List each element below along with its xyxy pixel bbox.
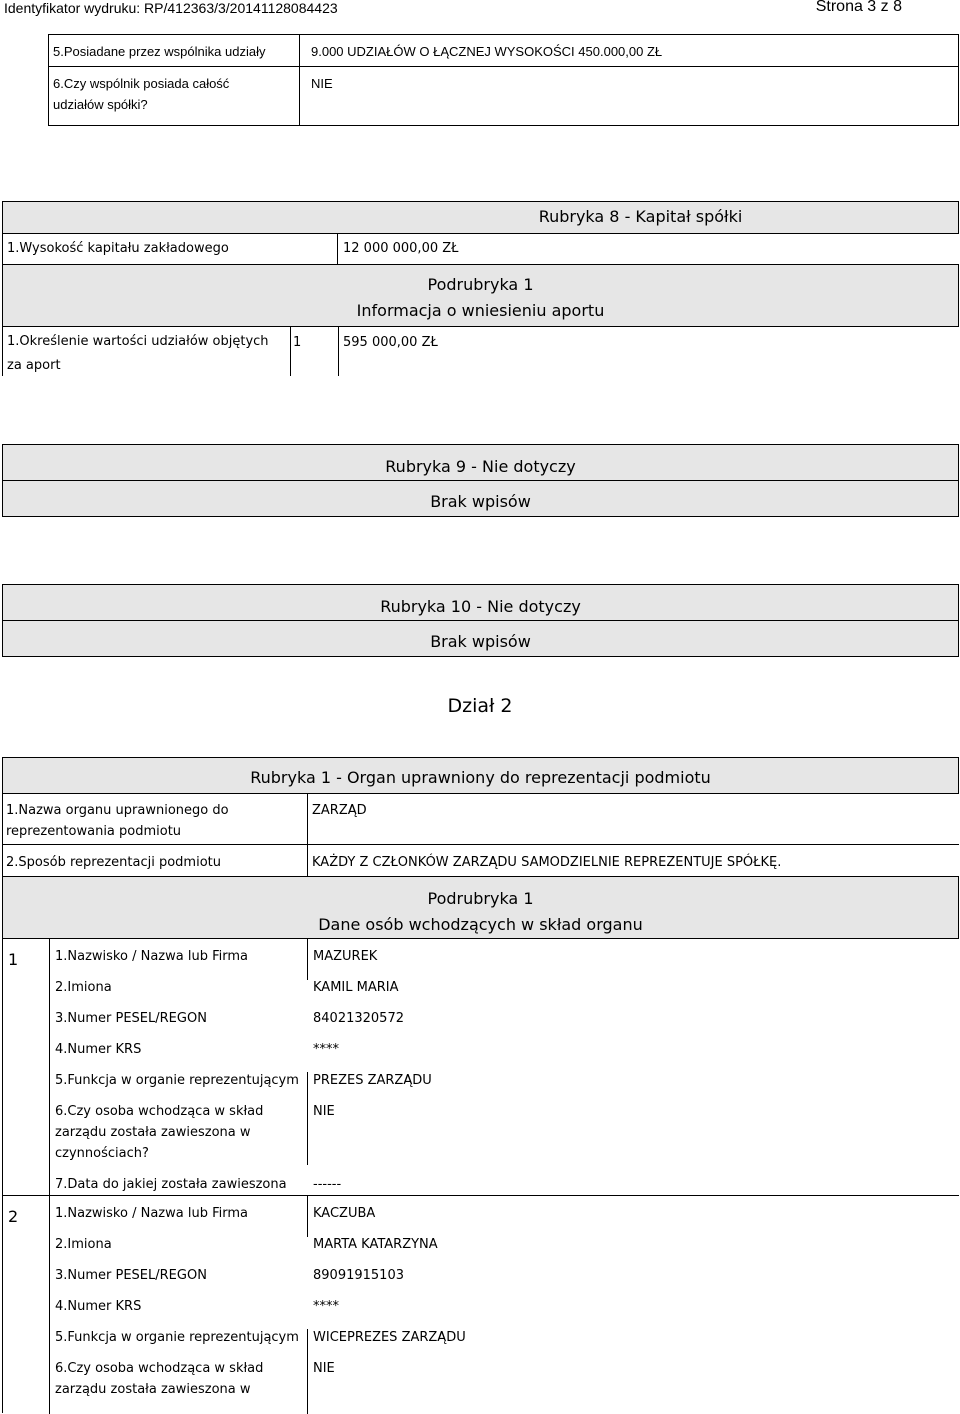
- person-field-label: 6.Czy osoba wchodząca w skład zarządu została zawieszona w: [55, 1361, 264, 1397]
- page-number: Strona 3 z 8: [815, 0, 902, 15]
- person-index: 1: [8, 950, 19, 969]
- person-field-label: 4.Numer KRS: [55, 1299, 142, 1314]
- person-field-label: 3.Numer PESEL/REGON: [55, 1011, 207, 1026]
- rubryka8-sub-title: Podrubryka 1: [427, 275, 534, 294]
- person-field-value: NIE: [313, 1104, 335, 1119]
- person-field-label: 6.Czy osoba wchodząca w skład zarządu została zawieszona w czynnościach?: [55, 1104, 264, 1161]
- row5-value: 9.000 UDZIAŁÓW O ŁĄCZNEJ WYSOKOŚCI 450.000,00 ZŁ: [311, 44, 663, 59]
- person-field-value: PREZES ZARZĄDU: [313, 1073, 432, 1088]
- person-index: 2: [8, 1207, 19, 1226]
- rubryka9-empty: Brak wpisów: [430, 492, 531, 511]
- rubryka1-box: [2, 757, 959, 1413]
- person-field-value: MAZUREK: [313, 949, 378, 964]
- person-field-value: NIE: [313, 1361, 335, 1376]
- aport-label: 1.Określenie wartości udziałów objętych za aport: [7, 334, 269, 373]
- rubryka8-box: [2, 201, 959, 376]
- organ-name-label: 1.Nazwa organu uprawnionego do reprezentowania podmiotu: [6, 803, 229, 839]
- person-field-label: 1.Nazwisko / Nazwa lub Firma: [55, 1206, 248, 1221]
- person-field-value: KACZUBA: [313, 1206, 376, 1221]
- row6-value: NIE: [311, 76, 333, 91]
- section-title: Dział 2: [447, 695, 513, 717]
- row6-label: 6.Czy wspólnik posiada całość udziałów spółki?: [53, 76, 230, 112]
- rubryka1-sub-title: Podrubryka 1: [427, 889, 534, 908]
- person-field-value: 89091915103: [313, 1268, 404, 1283]
- print-identifier: Identyfikator wydruku: RP/412363/3/20141128084423: [4, 0, 338, 16]
- rubryka10-empty: Brak wpisów: [430, 632, 531, 651]
- row5-label: 5.Posiadane przez wspólnika udziały: [53, 44, 266, 59]
- organ-name-value: ZARZĄD: [312, 803, 367, 818]
- representation-value: KAŻDY Z CZŁONKÓW ZARZĄDU SAMODZIELNIE REPREZENTUJE SPÓŁKĘ.: [312, 855, 782, 870]
- person-1: [3, 939, 959, 1196]
- person-field-value: MARTA KATARZYNA: [313, 1237, 438, 1252]
- rubryka1-title: Rubryka 1 - Organ uprawniony do reprezentacji podmiotu: [250, 768, 711, 787]
- rubryka8-title: Rubryka 8 - Kapitał spółki: [538, 207, 743, 226]
- person-field-label: 4.Numer KRS: [55, 1042, 142, 1057]
- capital-label: 1.Wysokość kapitału zakładowego: [7, 241, 229, 256]
- person-field-label: 1.Nazwisko / Nazwa lub Firma: [55, 949, 248, 964]
- person-field-label: 2.Imiona: [55, 980, 112, 995]
- aport-value: 595 000,00 ZŁ: [343, 335, 438, 350]
- person-field-label: 5.Funkcja w organie reprezentującym: [55, 1330, 299, 1345]
- person-2: [3, 1196, 959, 1414]
- rubryka10-box: [2, 584, 959, 657]
- rubryka9-box: [2, 444, 959, 517]
- rubryka10-title: Rubryka 10 - Nie dotyczy: [380, 597, 581, 616]
- person-field-value: 84021320572: [313, 1011, 404, 1026]
- top-table: [48, 34, 959, 126]
- rubryka8-sub-subtitle: Informacja o wniesieniu aportu: [356, 301, 605, 320]
- person-field-value: KAMIL MARIA: [313, 980, 399, 995]
- aport-index: 1: [293, 335, 302, 350]
- representation-label: 2.Sposób reprezentacji podmiotu: [6, 855, 221, 870]
- rubryka9-title: Rubryka 9 - Nie dotyczy: [385, 457, 576, 476]
- person-field-label: 5.Funkcja w organie reprezentującym: [55, 1073, 299, 1088]
- person-field-value: ****: [313, 1042, 339, 1057]
- person-field-label: 7.Data do jakiej została zawieszona: [55, 1177, 287, 1192]
- person-field-value: WICEPREZES ZARZĄDU: [313, 1330, 466, 1345]
- person-field-label: 3.Numer PESEL/REGON: [55, 1268, 207, 1283]
- person-field-value: ------: [313, 1177, 342, 1192]
- person-field-label: 2.Imiona: [55, 1237, 112, 1252]
- person-field-value: ****: [313, 1299, 339, 1314]
- rubryka1-sub-subtitle: Dane osób wchodzących w skład organu: [318, 915, 643, 934]
- capital-value: 12 000 000,00 ZŁ: [343, 241, 459, 256]
